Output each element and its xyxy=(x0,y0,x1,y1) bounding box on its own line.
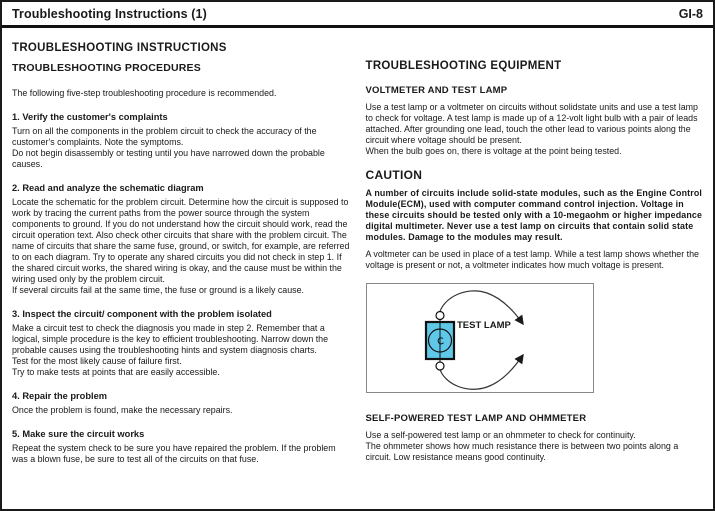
section-title-troubleshooting-instructions: TROUBLESHOOTING INSTRUCTIONS xyxy=(12,42,227,54)
section-title-troubleshooting-procedures: TROUBLESHOOTING PROCEDURES xyxy=(12,62,201,74)
procedures-intro-text: The following five-step troubleshooting procedure is recommended. xyxy=(12,88,277,98)
test-lamp-figure xyxy=(366,283,594,393)
page-title: Troubleshooting Instructions (1) xyxy=(12,6,207,21)
right-column xyxy=(366,36,706,465)
step-4-title: 4. Repair the problem xyxy=(12,391,108,401)
step-2 xyxy=(12,183,352,296)
section-title-self-powered: SELF-POWERED TEST LAMP AND OHMMETER xyxy=(365,413,587,424)
step-3 xyxy=(12,309,352,378)
step-4-body: Once the problem is found, make the necessary repairs. xyxy=(12,405,233,415)
voltmeter-body-text: Use a test lamp or a voltmeter on circuits without solidstate units and use a test lamp to check for voltage. A test lamp is made up of a 12-volt light bulb with a pair of leads attached. After grounding one lead, touch the other lead to various points along the circuit where voltage should be present. When the bulb goes on, there is voltage at the point being tested. xyxy=(365,102,698,156)
step-2-title: 2. Read and analyze the schematic diagram xyxy=(12,183,204,193)
caution-note-text: A voltmeter can be used in place of a test lamp. While a test lamp shows whether the voltage is present or not, a voltmeter indicates how much voltage is present. xyxy=(365,249,699,270)
left-column xyxy=(12,36,352,465)
page-content xyxy=(2,28,713,465)
ohmmeter-body-text: Use a self-powered test lamp or an ohmmeter to check for continuity. The ohmmeter shows how much resistance there is between two points along a circuit. Low resistance means good continuity. xyxy=(365,430,679,462)
test-lamp-diagram xyxy=(367,284,593,392)
section-title-troubleshooting-equipment: TROUBLESHOOTING EQUIPMENT xyxy=(365,60,562,72)
step-2-body: Locate the schematic for the problem circuit. Determine how the circuit is supposed to work by tracing the current paths from the power source through the system components to ground. If you do not understand how the circuit should work, read the circuit operation text. Also check other circuits that share with the problem circuit. The name of circuits that share the same fuse, ground, or switch, for example, are referred to on each diagram. Try to operate any shared circuits you did not check in step 1. If the shared circuit works, the shared wiring is okay, and the cause must be within the wiring used only by the problem circuit. If several circuits fail at the same time, the fuse or ground is a likely cause. xyxy=(12,197,350,295)
step-5-body: Repeat the system check to be sure you have repaired the problem. If the problem was a blown fuse, be sure to test all of the circuits on that fuse. xyxy=(12,443,336,464)
caution-warning-text: A number of circuits include solid-state modules, such as the Engine Control Module(ECM), used with computer command control injection. Voltage in these circuits should be tested only with a 10-megaohm or higher impedance digital multimeter. Never use a test lamp on circuits that contain solid state modules. Damage to the modules may result. xyxy=(365,188,703,242)
section-title-voltmeter-test-lamp: VOLTMETER AND TEST LAMP xyxy=(365,85,508,96)
step-5 xyxy=(12,429,352,465)
test-lamp-label: TEST LAMP xyxy=(456,320,511,331)
top-terminal xyxy=(436,312,444,320)
step-3-body: Make a circuit test to check the diagnosis you made in step 2. Remember that a logical, simple procedure is the key to efficient troubleshooting. Narrow down the probable causes using the troubleshooting hints and system diagnosis charts. Test for the most likely cause of failure first. Try to make tests at points that are easily accessible. xyxy=(12,323,329,377)
step-1-title: 1. Verify the customer's complaints xyxy=(12,112,168,122)
page-header xyxy=(2,2,713,28)
step-4 xyxy=(12,391,352,416)
step-1-body: Turn on all the components in the problem circuit to check the accuracy of the customer's complaints. Note the symptoms. Do not begin disassembly or testing until you have narrowed down the probable causes. xyxy=(12,126,325,169)
section-title-caution: CAUTION xyxy=(365,168,423,182)
page-number: GI-8 xyxy=(678,6,703,21)
step-5-title: 5. Make sure the circuit works xyxy=(12,429,145,439)
bottom-terminal xyxy=(436,362,444,370)
lower-lead-wire xyxy=(439,355,523,389)
step-3-title: 3. Inspect the circuit/ component with the problem isolated xyxy=(12,309,272,319)
step-1 xyxy=(12,112,352,170)
